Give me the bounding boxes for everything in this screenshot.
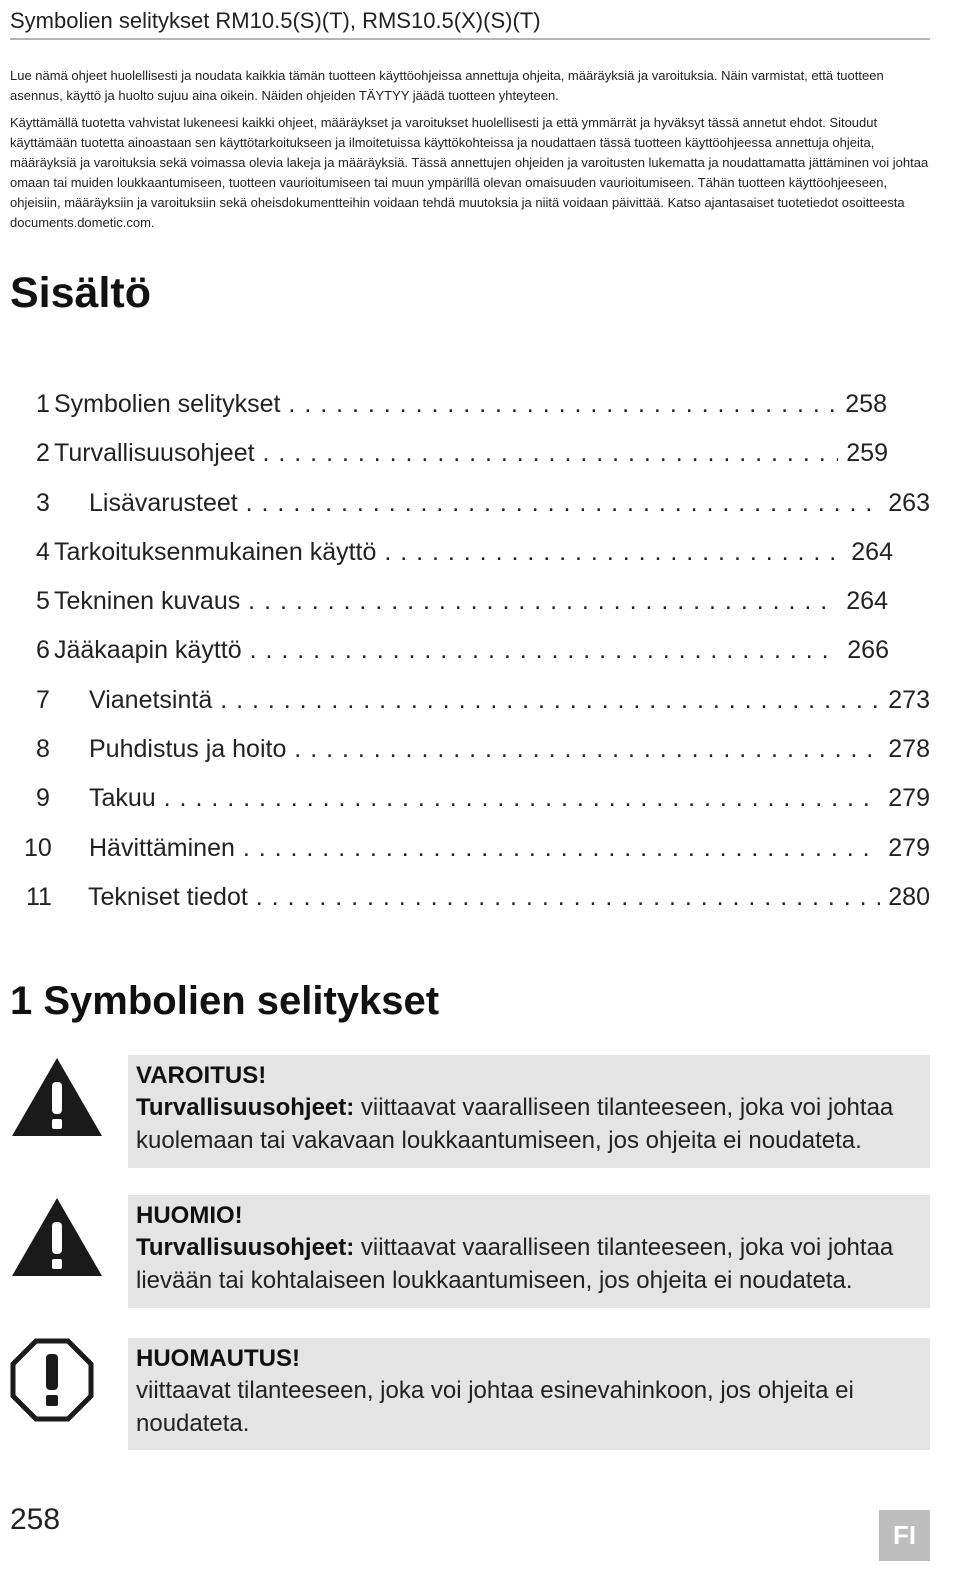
notice-text [136, 1231, 920, 1297]
intro-paragraph-2: Käyttämällä tuotetta vahvistat lukeneesi kaikki ohjeet, määräykset ja varoitukset huolellisesti ja että ymmärrät ja hyväksyt tässä annetut ehdot. Sitoudut käyttämään tuotetta ainoastaan sen käyttötarkoitukseen ja ilmoitetuissa käyttökohteissa ja noudattaen tässä tuotteen käyttöohjeessa annettuja ohjeita, määräyksiä ja varoituksia sekä voimassa olevia lakeja ja määräyksiä. Tässä annettujen ohjeiden ja varoitusten lukematta ja noudattamatta jättäminen voi johtaa omaan tai muiden loukkaantumiseen, tuotteen vaurioitumiseen tai muun ympärillä olevan omaisuuden vaurioitumiseen. Tähän tuotteen käyttöohjeeseen, ohjeisiin, määräyksiin ja varoituksiin sekä oheisdokumentteihin voidaan tehdä muutoksia ja niitä voidaan päivittää. Katso ajantasaiset tuotetiedot osoitteesta documents.dometic.com. [10, 115, 929, 230]
page-header: Symbolien selitykset RM10.5(S)(T), RMS10.5(X)(S)(T) [10, 6, 930, 40]
notice-text [136, 1091, 920, 1157]
notice-body: viittaavat vaaralliseen tilanteeseen, joka voi johtaa lievään tai kohtalaiseen loukkaantumiseen, jos ohjeita ei noudateta. [136, 1234, 894, 1294]
toc-heading: Sisältö [10, 269, 151, 317]
toc-item-6[interactable] [36, 633, 889, 667]
toc-item-9[interactable] [36, 781, 930, 815]
caution-notice [128, 1195, 930, 1308]
toc-item-title: Vianetsintä . . . [89, 683, 930, 717]
notice-box [128, 1338, 930, 1450]
toc-item-7[interactable] [36, 683, 930, 717]
toc-item-1[interactable] [36, 387, 887, 421]
toc-item-10[interactable] [24, 831, 930, 865]
warning-notice [128, 1055, 930, 1168]
section-1-heading: 1 Symbolien selitykset [10, 979, 440, 1023]
toc-item-number: 9 [36, 784, 50, 812]
toc-item-number: 5 [36, 587, 50, 615]
toc-item-number: 11 [26, 883, 52, 911]
notice-title: VAROITUS! [136, 1062, 267, 1089]
toc-item-title: Lisävarusteet . . . [89, 486, 930, 520]
toc-item-page: 280 [880, 880, 930, 914]
toc-item-title: Tarkoituksenmukainen käyttö . . . [54, 535, 893, 569]
caution-triangle-icon [10, 1196, 104, 1283]
notice-text [136, 1374, 920, 1440]
toc-item-title: Tekninen kuvaus . . . [54, 584, 888, 618]
toc-item-page: 259 [838, 436, 888, 470]
notice-body: viittaavat vaaralliseen tilanteeseen, joka voi johtaa kuolemaan tai vakavaan loukkaantumiseen, jos ohjeita ei noudateta. [136, 1094, 894, 1154]
intro-paragraph-1: Lue nämä ohjeet huolellisesti ja noudata kaikkia tämän tuotteen käyttöohjeissa annettuja ohjeita, määräyksiä ja varoituksia. Näin varmistat, että tuotteen asennus, käyttö ja huolto sujuu aina oikein. Näiden ohjeiden TÄYTYY jäädä tuotteen yhteyteen. [10, 68, 884, 103]
toc-item-number: 8 [36, 735, 50, 763]
toc-item-5[interactable] [36, 584, 888, 618]
page-number: 258 [10, 1503, 61, 1536]
toc-item-4[interactable] [36, 535, 893, 569]
toc-item-number: 1 [36, 390, 50, 418]
warning-triangle-icon [10, 1056, 104, 1143]
toc-item-8[interactable] [36, 732, 930, 766]
toc-item-number: 2 [36, 439, 50, 467]
toc-item-page: 279 [880, 781, 930, 815]
toc-item-page: 263 [880, 486, 930, 520]
toc-item-page: 278 [880, 732, 930, 766]
toc-item-11[interactable] [26, 880, 930, 914]
toc-item-number: 10 [24, 834, 52, 862]
toc-item-page: 279 [880, 831, 930, 865]
toc-item-title: Tekniset tiedot . . . [88, 880, 930, 914]
toc-item-number: 3 [36, 489, 50, 517]
toc-item-3[interactable] [36, 486, 930, 520]
notice-title: HUOMIO! [136, 1202, 243, 1229]
toc-item-title: Hävittäminen . . . [89, 831, 930, 865]
toc-item-page: 266 [839, 633, 889, 667]
toc-item-2[interactable] [36, 436, 888, 470]
toc-item-number: 7 [36, 686, 50, 714]
toc-item-number: 6 [36, 636, 50, 664]
toc-item-title: Symbolien selitykset . . . [54, 387, 887, 421]
toc-item-page: 273 [880, 683, 930, 717]
toc-item-title: Takuu . . . [89, 781, 930, 815]
notice-title: HUOMAUTUS! [136, 1345, 300, 1372]
toc-item-title: Jääkaapin käyttö . . . [54, 633, 889, 667]
language-badge: FI [879, 1510, 930, 1561]
toc-item-title: Turvallisuusohjeet . . . [54, 436, 888, 470]
notice-body: viittaavat tilanteeseen, joka voi johtaa esinevahinkoon, jos ohjeita ei noudateta. [136, 1377, 854, 1437]
toc-item-page: 264 [843, 535, 893, 569]
toc-item-title: Puhdistus ja hoito . . . [89, 732, 930, 766]
toc-item-number: 4 [36, 538, 50, 566]
toc-item-page: 258 [837, 387, 887, 421]
notice-label: Turvallisuusohjeet: [136, 1094, 355, 1121]
notice-octagon-icon [10, 1338, 94, 1427]
notice-label: Turvallisuusohjeet: [136, 1234, 355, 1261]
toc-item-page: 264 [838, 584, 888, 618]
